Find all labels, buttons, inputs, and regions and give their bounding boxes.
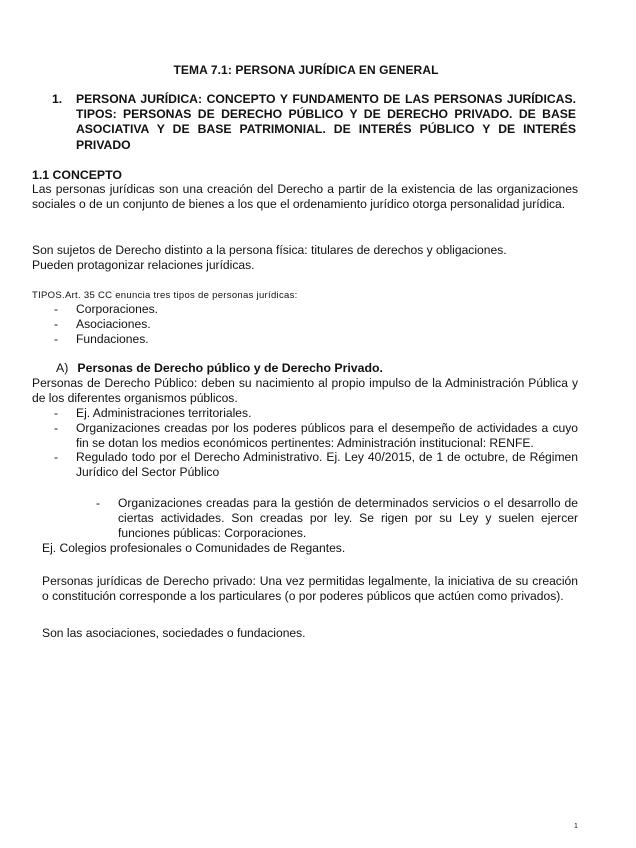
publico-sublist bbox=[96, 496, 578, 540]
paragraph-concepto: Las personas jurídicas son una creación del Derecho a partir de la existencia de las organizaciones sociales o de un conjunto de bienes a los que el ordenamiento jurídico otorga personalidad jurídica. bbox=[32, 182, 578, 211]
paragraph-privado-ejemplos: Son las asociaciones, sociedades o fundaciones. bbox=[42, 626, 306, 640]
document-title: TEMA 7.1: PERSONA JURÍDICA EN GENERAL bbox=[173, 63, 439, 77]
subsection-label: A) bbox=[56, 361, 69, 375]
paragraph-sujetos-line1: Son sujetos de Derecho distinto a la persona física: titulares de derechos y obligaciones. bbox=[32, 243, 507, 257]
section-number: 1. bbox=[52, 92, 63, 106]
list-item: - Ej. Administraciones territoriales. bbox=[54, 406, 252, 420]
subsection-heading-text: Personas de Derecho público y de Derecho Privado. bbox=[77, 361, 383, 375]
list-item: - Corporaciones. bbox=[54, 302, 159, 316]
subsection-heading-concepto: 1.1 CONCEPTO bbox=[32, 168, 122, 182]
page-number: 1 bbox=[574, 823, 578, 830]
subsection-heading-a bbox=[56, 361, 383, 375]
paragraph-ejemplo: Ej. Colegios profesionales o Comunidades de Regantes. bbox=[42, 541, 346, 555]
paragraph-derecho-privado: Personas jurídicas de Derecho privado: Una vez permitidas legalmente, la iniciativa de su creación o constitución corresponde a los particulares (o por poderes públicos que actúen como privados). bbox=[42, 574, 578, 603]
tipos-list bbox=[54, 302, 578, 346]
paragraph-derecho-publico: Personas de Derecho Público: deben su nacimiento al propio impulso de la Administración Pública y de los diferentes organismos públicos. bbox=[32, 376, 578, 405]
list-item: - Asociaciones. bbox=[54, 316, 151, 331]
section-heading-text: PERSONA JURÍDICA: CONCEPTO Y FUNDAMENTO DE LAS PERSONAS JURÍDICAS. TIPOS: PERSONAS DE DERECHO PÚBLICO Y DE DERECHO PRIVADO. DE BASE ASOCIATIVA Y DE BASE PATRIMONIAL. DE INTERÉS PÚBLICO Y DE INTERÉS PRIVADO bbox=[76, 92, 576, 152]
section-heading-1 bbox=[52, 92, 576, 153]
list-item: - Organizaciones creadas para la gestión de determinados servicios o el desarrollo de ciertas actividades. Son creadas por ley. Se rigen por su Ley y suelen ejercer funciones públicas: Corporaciones. bbox=[96, 496, 578, 540]
list-item: - Regulado todo por el Derecho Administrativo. Ej. Ley 40/2015, de 1 de octubre, de Régimen Jurídico del Sector Público bbox=[54, 450, 578, 480]
paragraph-sujetos-line2: Pueden protagonizar relaciones jurídicas. bbox=[32, 258, 255, 272]
list-item: - Organizaciones creadas por los poderes públicos para el desempeño de actividades a cuyo fin se dotan los medios económicos pertinentes: Administración institucional: RENFE. bbox=[54, 420, 578, 450]
tipos-intro: TIPOS.Art. 35 CC enuncia tres tipos de personas jurídicas: bbox=[32, 290, 298, 301]
publico-list bbox=[54, 406, 578, 480]
list-item: - Fundaciones. bbox=[54, 331, 149, 346]
